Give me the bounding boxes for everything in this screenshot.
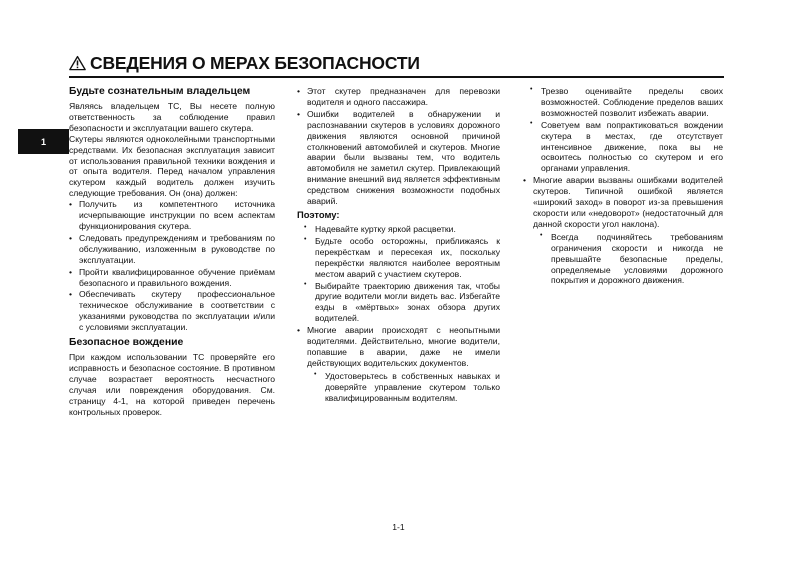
list-item: • Удостоверьтесь в собственных навыках и доверяйте управление скутером только квалифицированным водителям. [312,371,500,404]
list-item [297,325,500,403]
heading-safe-riding: Безопасное вождение [69,337,184,349]
list-item: • Получить из компетентного источника исчерпывающие инструкции по всем аспектам функционирования скутера. [69,199,275,232]
bullet-list [297,86,500,207]
therefore-heading: Поэтому: [297,208,340,220]
paragraph: При каждом использовании ТС проверяйте его исправность и безопасное состояние. В противном случае возрастает вероятность несчастного случая или повреждения оборудования. См. страницу 4-1, на которой приведен перечень контрольных проверок. [69,352,275,417]
list-item [523,175,723,286]
chapter-tab: 1 [18,129,69,154]
list-item: • Надевайте куртку яркой расцветки. [302,224,500,235]
list-item: • Советуем вам попрактиковаться вождении скутера в местах, где отсутствует интенсивное движение, пока вы не освоитесь полностью со скутером и его органами управления. [528,120,723,175]
list-item: • Пройти квалифицированное обучение приёмам безопасного и правильного вождения. [69,267,275,289]
page-number: 1-1 [392,522,405,532]
list-item-text: Многие аварии происходят с неопытными водителями. Действительно, многие водители, попавшие в аварии, даже не имели действующих водительских документов. [307,325,500,368]
column-3 [523,86,723,287]
bullet-list [523,175,723,286]
list-item-text: Многие аварии вызваны ошибками водителей скутеров. Типичной ошибкой является «широкий заход» в поворот из-за превышения скорости или «недоворот» (недостаточный для данной скорости угол наклона). [533,175,723,229]
bullet-list [69,199,275,333]
section-header [69,53,724,78]
list-item: • Всегда подчиняйтесь требованиям ограничения скорости и никогда не превышайте безопасные пределы, определяемые условиями дорожного покрытия и дорожного движения. [538,232,723,287]
sub-bullet-list [533,232,723,287]
column-1 [69,86,275,417]
warning-triangle-icon [69,55,86,71]
list-item: • Будьте особо осторожны, приближаясь к перекрёсткам и пересекая их, поскольку перекрёстки являются наиболее вероятным местом аварий с участием скутеров. [302,236,500,280]
list-item: • Ошибки водителей в обнаружении и распознавании скутеров в условиях дорожного движения являются основной причиной столкновений автомобилей и скутеров. Многие аварии были вызваны тем, что водитель автомобиля не заметил скутер. Привлекающий внимание внешний вид является эффективным средством снижения возможности подобных аварий. [297,109,500,207]
list-item: • Обеспечивать скутеру профессиональное техническое обслуживание в соответствии с указаниями руководства по эксплуатации и/или с условиями эксплуатации. [69,289,275,333]
sub-bullet-list [307,371,500,404]
list-item: • Выбирайте траекторию движения так, чтобы другие водители могли видеть вас. Избегайте езды в «мёртвых» зонах обзора других водителей. [302,281,500,325]
page-title: СВЕДЕНИЯ О МЕРАХ БЕЗОПАСНОСТИ [90,53,420,73]
sub-bullet-list [523,86,723,174]
sub-bullet-list [297,224,500,324]
paragraph: Являясь владельцем ТС, Вы несете полную ответственность за соблюдение правил безопасности и эксплуатации вашего скутера. [69,101,275,133]
heading-owner: Будьте сознательным владельцем [69,86,251,97]
bullet-list [297,325,500,403]
list-item: • Следовать предупреждениям и требованиям по обслуживанию, изложенным в руководстве по эксплуатации. [69,233,275,266]
paragraph: Скутеры являются одноколейными транспортными средствами. Их безопасная эксплуатация зависит от использования правильной техники вождения и от опыта водителя. Перед началом управления скутером каждый водитель должен изучить следующие требования. Он (она) должен: [69,133,275,199]
list-item: • Этот скутер предназначен для перевозки водителя и одного пассажира. [297,86,500,108]
column-2 [297,86,500,404]
list-item: • Трезво оценивайте пределы своих возможностей. Соблюдение пределов ваших возможностей позволит избежать аварии. [528,86,723,119]
